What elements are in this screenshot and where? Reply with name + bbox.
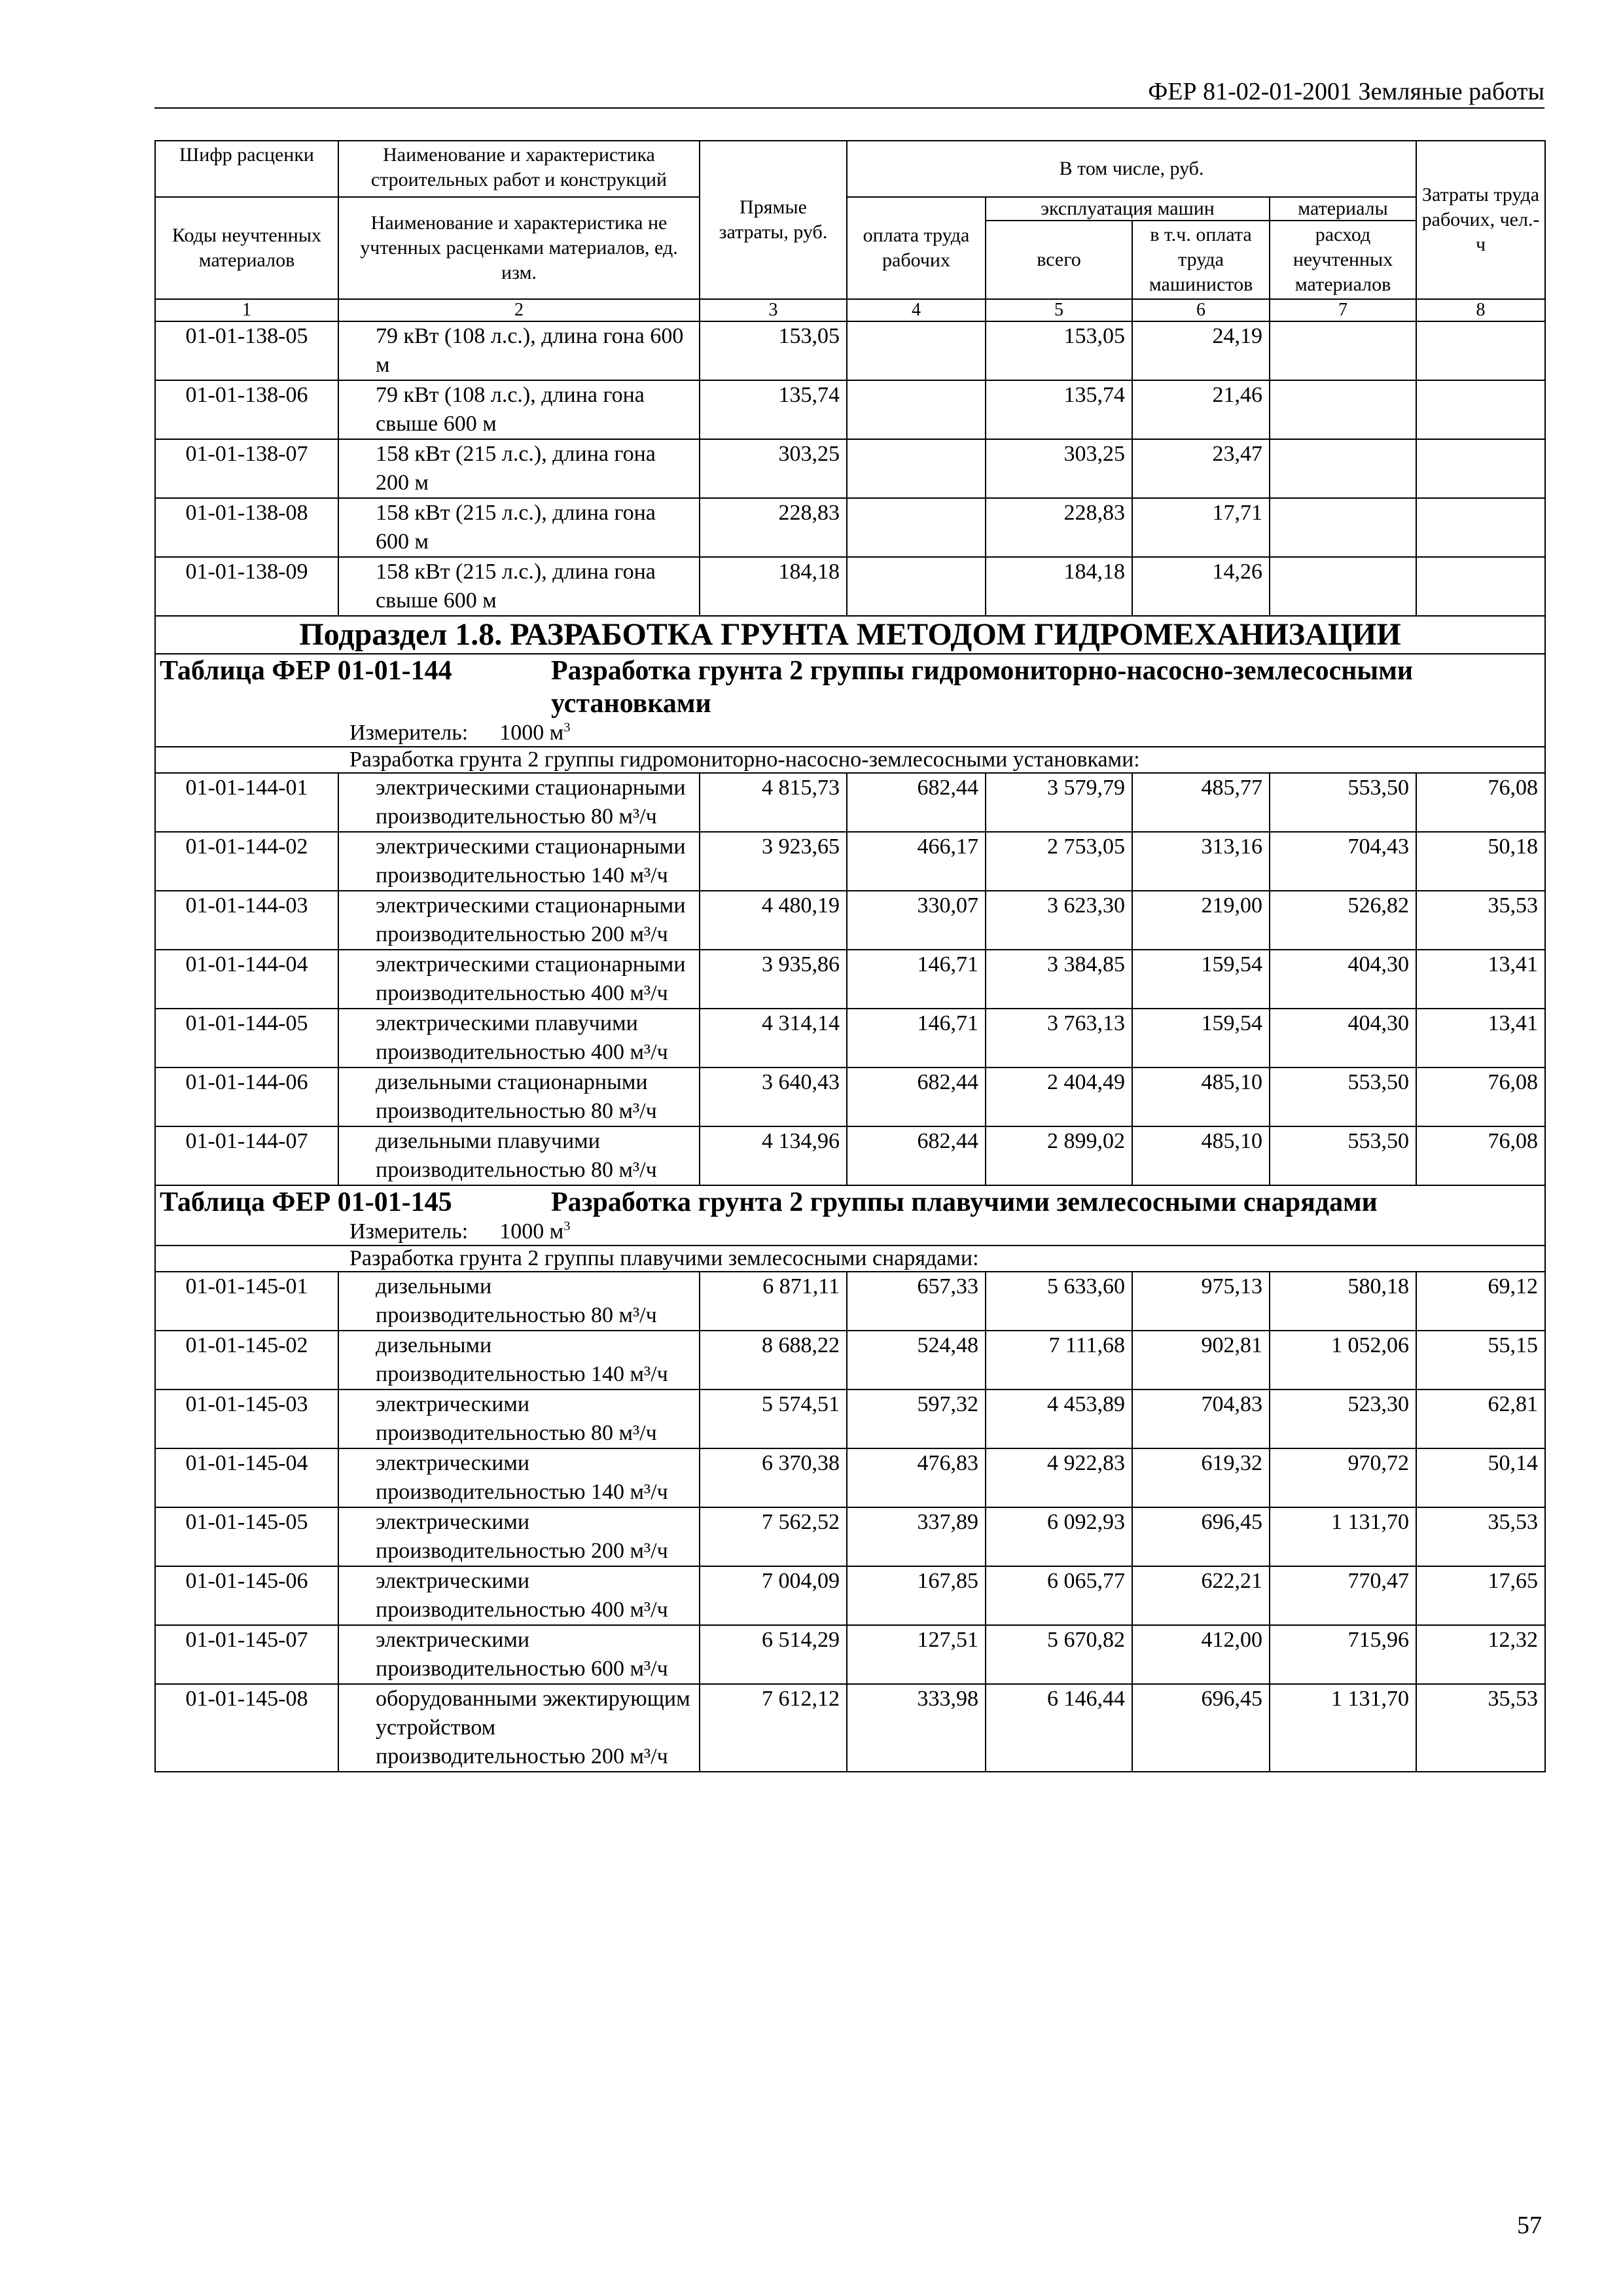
cell-wages bbox=[847, 380, 986, 439]
cell-code: 01-01-138-05 bbox=[155, 321, 338, 380]
cell-direct: 6 871,11 bbox=[700, 1272, 847, 1331]
cell-machw: 159,54 bbox=[1132, 1009, 1270, 1067]
cell-name: электрическими стационарными производительностью 200 м³/ч bbox=[338, 891, 700, 950]
cell-mach: 184,18 bbox=[986, 557, 1132, 616]
cell-wages bbox=[847, 557, 986, 616]
cell-mach: 135,74 bbox=[986, 380, 1132, 439]
cell-name: электрическими производительностью 400 м³/ч bbox=[338, 1566, 700, 1625]
cell-machw: 23,47 bbox=[1132, 439, 1270, 498]
cell-wages bbox=[847, 321, 986, 380]
cell-machw: 14,26 bbox=[1132, 557, 1270, 616]
cell-labor: 12,32 bbox=[1416, 1625, 1545, 1684]
cell-machw: 485,10 bbox=[1132, 1126, 1270, 1185]
cell-code: 01-01-145-04 bbox=[155, 1448, 338, 1507]
cell-wages: 682,44 bbox=[847, 773, 986, 832]
cell-code: 01-01-145-07 bbox=[155, 1625, 338, 1684]
cell-mat: 523,30 bbox=[1270, 1390, 1416, 1448]
col-number: 4 bbox=[847, 299, 986, 321]
table-row bbox=[155, 1625, 1545, 1684]
table-row bbox=[155, 1272, 1545, 1331]
cell-wages bbox=[847, 439, 986, 498]
cell-mach: 5 670,82 bbox=[986, 1625, 1132, 1684]
cell-code: 01-01-145-08 bbox=[155, 1684, 338, 1772]
cell-name: электрическими стационарными производительностью 140 м³/ч bbox=[338, 832, 700, 891]
table-144-heading bbox=[155, 654, 1545, 720]
cell-mach: 4 922,83 bbox=[986, 1448, 1132, 1507]
table-row bbox=[155, 1331, 1545, 1390]
cell-mat bbox=[1270, 321, 1416, 380]
col-machines: эксплуатация машин bbox=[986, 197, 1270, 221]
cell-mat: 1 131,70 bbox=[1270, 1507, 1416, 1566]
col-name-bottom: Наименование и характеристика не учтенных расценками материалов, ед. изм. bbox=[338, 197, 700, 299]
cell-name: оборудованными эжектирующим устройством производительностью 200 м³/ч bbox=[338, 1684, 700, 1772]
cell-mat: 404,30 bbox=[1270, 1009, 1416, 1067]
cell-labor: 17,65 bbox=[1416, 1566, 1545, 1625]
cell-direct: 184,18 bbox=[700, 557, 847, 616]
cell-direct: 4 314,14 bbox=[700, 1009, 847, 1067]
cell-labor bbox=[1416, 498, 1545, 557]
table-row bbox=[155, 380, 1545, 439]
cell-machw: 21,46 bbox=[1132, 380, 1270, 439]
cell-mat bbox=[1270, 439, 1416, 498]
cell-direct: 4 134,96 bbox=[700, 1126, 847, 1185]
cell-code: 01-01-138-09 bbox=[155, 557, 338, 616]
cell-direct: 5 574,51 bbox=[700, 1390, 847, 1448]
cell-machw: 696,45 bbox=[1132, 1507, 1270, 1566]
cell-mat: 553,50 bbox=[1270, 1067, 1416, 1126]
cell-name: электрическими производительностью 200 м³/ч bbox=[338, 1507, 700, 1566]
col-wages: оплата труда рабочих bbox=[847, 197, 986, 299]
cell-mach: 3 763,13 bbox=[986, 1009, 1132, 1067]
cell-mach: 153,05 bbox=[986, 321, 1132, 380]
cell-mach: 6 092,93 bbox=[986, 1507, 1132, 1566]
table-145-measure: Измеритель: 1000 $м^3$ bbox=[155, 1219, 1545, 1246]
cell-code: 01-01-144-06 bbox=[155, 1067, 338, 1126]
cell-wages bbox=[847, 498, 986, 557]
cell-wages: 330,07 bbox=[847, 891, 986, 950]
cell-mat: 704,43 bbox=[1270, 832, 1416, 891]
col-labor: Затраты труда рабочих, чел.-ч bbox=[1416, 141, 1545, 299]
cell-wages: 146,71 bbox=[847, 950, 986, 1009]
table-row bbox=[155, 557, 1545, 616]
table-row bbox=[155, 1448, 1545, 1507]
cell-name: 79 кВт (108 л.с.), длина гона 600 м bbox=[338, 321, 700, 380]
cell-direct: 7 004,09 bbox=[700, 1566, 847, 1625]
cell-direct: 228,83 bbox=[700, 498, 847, 557]
col-machines-wages: в т.ч. оплата труда машинистов bbox=[1132, 221, 1270, 299]
table-row bbox=[155, 1009, 1545, 1067]
cell-direct: 4 815,73 bbox=[700, 773, 847, 832]
cell-name: электрическими производительностью 80 м³/ч bbox=[338, 1390, 700, 1448]
cell-direct: 6 370,38 bbox=[700, 1448, 847, 1507]
cell-wages: 682,44 bbox=[847, 1126, 986, 1185]
table-row bbox=[155, 1684, 1545, 1772]
cell-mach: 7 111,68 bbox=[986, 1331, 1132, 1390]
cell-name: 158 кВт (215 л.с.), длина гона свыше 600 м bbox=[338, 557, 700, 616]
cell-mach: 2 404,49 bbox=[986, 1067, 1132, 1126]
cell-labor bbox=[1416, 380, 1545, 439]
col-number: 1 bbox=[155, 299, 338, 321]
cell-wages: 682,44 bbox=[847, 1067, 986, 1126]
cell-name: дизельными плавучими производительностью 80 м³/ч bbox=[338, 1126, 700, 1185]
price-table bbox=[154, 140, 1546, 1772]
cell-code: 01-01-145-03 bbox=[155, 1390, 338, 1448]
cell-mach: 6 065,77 bbox=[986, 1566, 1132, 1625]
table-row bbox=[155, 950, 1545, 1009]
col-code-top: Шифр расценки bbox=[155, 141, 338, 197]
cell-name: электрическими плавучими производительностью 400 м³/ч bbox=[338, 1009, 700, 1067]
cell-direct: 6 514,29 bbox=[700, 1625, 847, 1684]
cell-mat: 970,72 bbox=[1270, 1448, 1416, 1507]
cell-wages: 146,71 bbox=[847, 1009, 986, 1067]
cell-labor: 62,81 bbox=[1416, 1390, 1545, 1448]
cell-labor: 13,41 bbox=[1416, 1009, 1545, 1067]
cell-mat: 404,30 bbox=[1270, 950, 1416, 1009]
col-number: 7 bbox=[1270, 299, 1416, 321]
cell-labor: 69,12 bbox=[1416, 1272, 1545, 1331]
cell-mach: 228,83 bbox=[986, 498, 1132, 557]
cell-name: 158 кВт (215 л.с.), длина гона 600 м bbox=[338, 498, 700, 557]
cell-mach: 2 753,05 bbox=[986, 832, 1132, 891]
cell-mat bbox=[1270, 557, 1416, 616]
cell-machw: 622,21 bbox=[1132, 1566, 1270, 1625]
cell-labor: 76,08 bbox=[1416, 1067, 1545, 1126]
cell-name: 158 кВт (215 л.с.), длина гона 200 м bbox=[338, 439, 700, 498]
cell-direct: 135,74 bbox=[700, 380, 847, 439]
cell-mat: 770,47 bbox=[1270, 1566, 1416, 1625]
cell-machw: 24,19 bbox=[1132, 321, 1270, 380]
cell-machw: 412,00 bbox=[1132, 1625, 1270, 1684]
col-number: 6 bbox=[1132, 299, 1270, 321]
cell-mach: 6 146,44 bbox=[986, 1684, 1132, 1772]
cell-mach: 3 623,30 bbox=[986, 891, 1132, 950]
cell-mat: 1 131,70 bbox=[1270, 1684, 1416, 1772]
cell-labor: 35,53 bbox=[1416, 1684, 1545, 1772]
cell-mat bbox=[1270, 380, 1416, 439]
cell-direct: 4 480,19 bbox=[700, 891, 847, 950]
table-144-measure-value: 1000 $м^3$ bbox=[499, 720, 571, 745]
cell-machw: 619,32 bbox=[1132, 1448, 1270, 1507]
cell-direct: 7 562,52 bbox=[700, 1507, 847, 1566]
cell-labor: 13,41 bbox=[1416, 950, 1545, 1009]
table-row bbox=[155, 1067, 1545, 1126]
cell-mat: 715,96 bbox=[1270, 1625, 1416, 1684]
cell-code: 01-01-145-05 bbox=[155, 1507, 338, 1566]
cell-name: электрическими стационарными производительностью 80 м³/ч bbox=[338, 773, 700, 832]
cell-mach: 303,25 bbox=[986, 439, 1132, 498]
cell-code: 01-01-144-03 bbox=[155, 891, 338, 950]
cell-name: дизельными производительностью 140 м³/ч bbox=[338, 1331, 700, 1390]
cell-name: электрическими производительностью 140 м³/ч bbox=[338, 1448, 700, 1507]
table-145-label: Таблица ФЕР 01-01-145 bbox=[160, 1187, 452, 1217]
col-materials: материалы bbox=[1270, 197, 1416, 221]
cell-machw: 159,54 bbox=[1132, 950, 1270, 1009]
cell-code: 01-01-145-06 bbox=[155, 1566, 338, 1625]
cell-labor bbox=[1416, 321, 1545, 380]
cell-mach: 3 384,85 bbox=[986, 950, 1132, 1009]
subsection-title: Подраздел 1.8. РАЗРАБОТКА ГРУНТА МЕТОДОМ ГИДРОМЕХАНИЗАЦИИ bbox=[155, 616, 1545, 654]
cell-wages: 597,32 bbox=[847, 1390, 986, 1448]
cell-wages: 466,17 bbox=[847, 832, 986, 891]
table-144-group: Разработка грунта 2 группы гидромониторно-насосно-землесосными установками: bbox=[155, 747, 1545, 773]
cell-code: 01-01-144-04 bbox=[155, 950, 338, 1009]
cell-machw: 975,13 bbox=[1132, 1272, 1270, 1331]
table-row bbox=[155, 891, 1545, 950]
cell-labor bbox=[1416, 557, 1545, 616]
cell-code: 01-01-145-01 bbox=[155, 1272, 338, 1331]
cell-labor: 50,18 bbox=[1416, 832, 1545, 891]
cell-code: 01-01-144-02 bbox=[155, 832, 338, 891]
cell-code: 01-01-138-08 bbox=[155, 498, 338, 557]
table-144-label: Таблица ФЕР 01-01-144 bbox=[160, 656, 452, 686]
cell-name: электрическими производительностью 600 м³/ч bbox=[338, 1625, 700, 1684]
cell-mat: 553,50 bbox=[1270, 773, 1416, 832]
cell-mat: 580,18 bbox=[1270, 1272, 1416, 1331]
cell-labor: 50,14 bbox=[1416, 1448, 1545, 1507]
cell-mat bbox=[1270, 498, 1416, 557]
cell-mach: 4 453,89 bbox=[986, 1390, 1132, 1448]
cell-mach: 3 579,79 bbox=[986, 773, 1132, 832]
table-145-group: Разработка грунта 2 группы плавучими землесосными снарядами: bbox=[155, 1246, 1545, 1272]
cell-labor: 35,53 bbox=[1416, 891, 1545, 950]
cell-direct: 7 612,12 bbox=[700, 1684, 847, 1772]
cell-machw: 902,81 bbox=[1132, 1331, 1270, 1390]
cell-mach: 5 633,60 bbox=[986, 1272, 1132, 1331]
cell-name: дизельными производительностью 80 м³/ч bbox=[338, 1272, 700, 1331]
col-code-bottom: Коды неучтенных материалов bbox=[155, 197, 338, 299]
table-145-title: Разработка грунта 2 группы плавучими землесосными снарядами bbox=[551, 1187, 1378, 1217]
table-row bbox=[155, 439, 1545, 498]
cell-mat: 526,82 bbox=[1270, 891, 1416, 950]
cell-machw: 313,16 bbox=[1132, 832, 1270, 891]
table-row bbox=[155, 1126, 1545, 1185]
table-144-title: Разработка грунта 2 группы гидромониторно-насосно-землесосными установками bbox=[551, 656, 1414, 719]
table-row bbox=[155, 1390, 1545, 1448]
cell-labor: 76,08 bbox=[1416, 773, 1545, 832]
table-row bbox=[155, 1507, 1545, 1566]
cell-wages: 657,33 bbox=[847, 1272, 986, 1331]
cell-mat: 1 052,06 bbox=[1270, 1331, 1416, 1390]
cell-code: 01-01-144-01 bbox=[155, 773, 338, 832]
cell-wages: 476,83 bbox=[847, 1448, 986, 1507]
table-144-measure: Измеритель: 1000 $м^3$ bbox=[155, 720, 1545, 747]
cell-code: 01-01-138-06 bbox=[155, 380, 338, 439]
column-numbers-row bbox=[155, 299, 1545, 321]
cell-machw: 17,71 bbox=[1132, 498, 1270, 557]
col-direct: Прямые затраты, руб. bbox=[700, 141, 847, 299]
col-name-top: Наименование и характеристика строительных работ и конструкций bbox=[338, 141, 700, 197]
cell-code: 01-01-144-07 bbox=[155, 1126, 338, 1185]
cell-wages: 333,98 bbox=[847, 1684, 986, 1772]
cell-machw: 485,10 bbox=[1132, 1067, 1270, 1126]
cell-name: дизельными стационарными производительностью 80 м³/ч bbox=[338, 1067, 700, 1126]
cell-labor bbox=[1416, 439, 1545, 498]
cell-code: 01-01-145-02 bbox=[155, 1331, 338, 1390]
cell-labor: 76,08 bbox=[1416, 1126, 1545, 1185]
table-row bbox=[155, 1566, 1545, 1625]
table-row bbox=[155, 832, 1545, 891]
cell-wages: 127,51 bbox=[847, 1625, 986, 1684]
cell-name: электрическими стационарными производительностью 400 м³/ч bbox=[338, 950, 700, 1009]
cell-code: 01-01-138-07 bbox=[155, 439, 338, 498]
cell-mat: 553,50 bbox=[1270, 1126, 1416, 1185]
cell-name: 79 кВт (108 л.с.), длина гона свыше 600 м bbox=[338, 380, 700, 439]
cell-machw: 219,00 bbox=[1132, 891, 1270, 950]
page-header: ФЕР 81-02-01-2001 Земляные работы bbox=[154, 76, 1544, 109]
table-row bbox=[155, 773, 1545, 832]
cell-direct: 3 935,86 bbox=[700, 950, 847, 1009]
col-machines-total: всего bbox=[986, 221, 1132, 299]
cell-wages: 337,89 bbox=[847, 1507, 986, 1566]
table-row bbox=[155, 321, 1545, 380]
page-number: 57 bbox=[1517, 2212, 1542, 2239]
table-145-heading bbox=[155, 1185, 1545, 1219]
cell-code: 01-01-144-05 bbox=[155, 1009, 338, 1067]
cell-machw: 485,77 bbox=[1132, 773, 1270, 832]
cell-direct: 8 688,22 bbox=[700, 1331, 847, 1390]
cell-wages: 167,85 bbox=[847, 1566, 986, 1625]
col-materials-sub: расход неучтенных материалов bbox=[1270, 221, 1416, 299]
table-145-measure-value: 1000 $м^3$ bbox=[499, 1219, 571, 1244]
cell-direct: 3 923,65 bbox=[700, 832, 847, 891]
table-row bbox=[155, 498, 1545, 557]
col-number: 8 bbox=[1416, 299, 1545, 321]
cell-labor: 55,15 bbox=[1416, 1331, 1545, 1390]
cell-wages: 524,48 bbox=[847, 1331, 986, 1390]
cell-mach: 2 899,02 bbox=[986, 1126, 1132, 1185]
col-including: В том числе, руб. bbox=[847, 141, 1416, 197]
cell-machw: 696,45 bbox=[1132, 1684, 1270, 1772]
cell-direct: 153,05 bbox=[700, 321, 847, 380]
cell-direct: 303,25 bbox=[700, 439, 847, 498]
col-number: 5 bbox=[986, 299, 1132, 321]
cell-direct: 3 640,43 bbox=[700, 1067, 847, 1126]
cell-machw: 704,83 bbox=[1132, 1390, 1270, 1448]
cell-labor: 35,53 bbox=[1416, 1507, 1545, 1566]
col-number: 2 bbox=[338, 299, 700, 321]
col-number: 3 bbox=[700, 299, 847, 321]
